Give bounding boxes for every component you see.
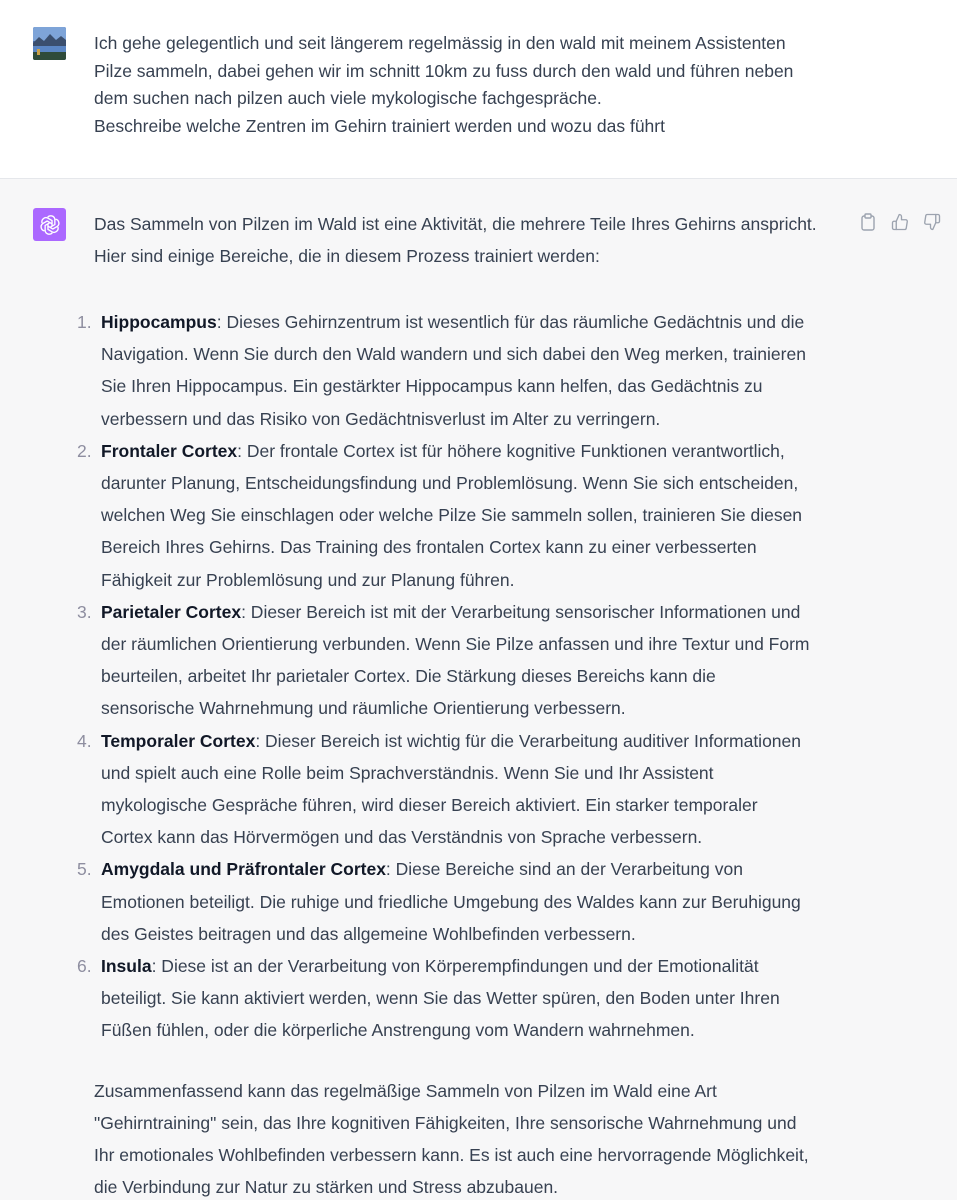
user-message <box>0 0 957 179</box>
list-line: Füßen fühlen, oder die körperliche Anstrengung vom Wandern wahrnehmen. <box>101 1020 695 1041</box>
list-line: verbessern und das Risiko von Gedächtnisverlust im Alter zu verringern. <box>101 408 661 429</box>
list-term: Hippocampus <box>101 312 217 332</box>
intro-paragraph <box>94 208 854 272</box>
list-item <box>77 596 854 725</box>
list-number: 4. <box>77 730 92 751</box>
list-line: der räumlichen Orientierung verbunden. Wenn Sie Pilze anfassen und ihre Textur und Form <box>101 634 810 655</box>
list-term: Frontaler Cortex <box>101 440 238 461</box>
summary-paragraph <box>94 1075 854 1203</box>
list-line: darunter Planung, Entscheidungsfindung und Problemlösung. Wenn Sie sich entscheiden, <box>101 473 799 494</box>
list-term: Amygdala und Präfrontaler Cortex <box>101 859 386 880</box>
list-line: beurteilen, arbeitet Ihr parietaler Cortex. Die Stärkung dieses Bereichs kann die <box>101 666 716 687</box>
list-term: Temporaler Cortex <box>101 730 256 751</box>
list-line: Navigation. Wenn Sie durch den Wald wandern und sich dabei den Weg merken, trainieren <box>101 344 806 365</box>
list-line: sensorische Wahrnehmung und räumliche Orientierung verbessern. <box>101 698 626 719</box>
user-avatar <box>33 27 66 60</box>
clipboard-icon[interactable] <box>858 212 878 232</box>
list-text: : Der frontale Cortex ist für höhere kognitive Funktionen verantwortlich, <box>237 440 785 461</box>
summary-line: Ihr emotionales Wohlbefinden verbessern kann. Es ist auch eine hervorragende Möglichkeit, <box>94 1145 809 1166</box>
user-message-text <box>94 30 854 140</box>
user-line: Pilze sammeln, dabei gehen wir im schnitt 10km zu fuss durch den wald und führen neben <box>94 60 794 81</box>
list-item <box>77 725 854 854</box>
message-actions <box>858 212 942 232</box>
list-text: : Diese ist an der Verarbeitung von Körperempfindungen und der Emotionalität <box>151 956 759 977</box>
summary-line: Zusammenfassend kann das regelmäßige Sammeln von Pilzen im Wald eine Art <box>94 1080 717 1101</box>
list-line: beteiligt. Sie kann aktiviert werden, wenn Sie das Wetter spüren, den Boden unter Ihren <box>101 988 780 1009</box>
summary-line: die Verbindung zur Natur zu stärken und Stress abzubauen. <box>94 1177 559 1198</box>
list-number: 1. <box>77 312 92 332</box>
list-number: 6. <box>77 956 92 977</box>
openai-logo-icon <box>33 208 66 241</box>
list-text: : Diese Bereiche sind an der Verarbeitung von <box>385 859 743 880</box>
assistant-message <box>0 179 957 1200</box>
list-term: Insula <box>101 956 152 977</box>
list-text: : Dieser Bereich ist wichtig für die Verarbeitung auditiver Informationen <box>255 730 801 751</box>
brain-areas-list <box>77 306 854 1047</box>
list-item <box>77 853 854 950</box>
assistant-message-content <box>77 208 854 1203</box>
summary-line: "Gehirntraining" sein, das Ihre kognitiven Fähigkeiten, Ihre sensorische Wahrnehmung und <box>94 1112 797 1133</box>
list-line: Fähigkeit zur Problemlösung und zur Planung führen. <box>101 569 515 590</box>
list-number: 3. <box>77 601 92 622</box>
list-item <box>77 435 854 596</box>
intro-line: Das Sammeln von Pilzen im Wald ist eine Aktivität, die mehrere Teile Ihres Gehirns anspricht. <box>94 214 817 234</box>
user-line: dem suchen nach pilzen auch viele mykologische fachgespräche. <box>94 88 602 108</box>
user-line: Ich gehe gelegentlich und seit längerem regelmässig in den wald mit meinem Assistenten <box>94 33 786 53</box>
user-avatar-image <box>33 27 66 60</box>
list-number: 5. <box>77 859 92 880</box>
list-text: : Dieses Gehirnzentrum ist wesentlich für das räumliche Gedächtnis und die <box>216 312 805 332</box>
thumbs-down-icon[interactable] <box>922 212 942 232</box>
list-line: welchen Weg Sie einschlagen oder welche Pilze Sie sammeln sollen, trainieren Sie diesen <box>101 505 803 526</box>
list-line: Bereich Ihres Gehirns. Das Training des frontalen Cortex kann zu einer verbesserten <box>101 537 757 558</box>
user-line: Beschreibe welche Zentren im Gehirn trainiert werden und wozu das führt <box>94 115 665 136</box>
list-line: und spielt auch eine Rolle beim Sprachverständnis. Wenn Sie und Ihr Assistent <box>101 762 714 783</box>
list-number: 2. <box>77 440 92 461</box>
list-item <box>77 950 854 1047</box>
list-item <box>77 306 854 435</box>
list-line: Cortex kann das Hörvermögen und das Verständnis von Sprache verbessern. <box>101 827 703 848</box>
thumbs-up-icon[interactable] <box>890 212 910 232</box>
list-line: Sie Ihren Hippocampus. Ein gestärkter Hippocampus kann helfen, das Gedächtnis zu <box>101 376 763 397</box>
list-term: Parietaler Cortex <box>101 601 242 622</box>
list-text: : Dieser Bereich ist mit der Verarbeitung sensorischer Informationen und <box>241 601 801 622</box>
list-line: mykologische Gespräche führen, wird dieser Bereich aktiviert. Ein starker temporaler <box>101 795 758 816</box>
list-line: Emotionen beteiligt. Die ruhige und friedliche Umgebung des Waldes kann zur Beruhigung <box>101 891 801 912</box>
intro-line: Hier sind einige Bereiche, die in diesem Prozess trainiert werden: <box>94 246 600 266</box>
list-line: des Geistes beitragen und das allgemeine Wohlbefinden verbessern. <box>101 923 636 944</box>
